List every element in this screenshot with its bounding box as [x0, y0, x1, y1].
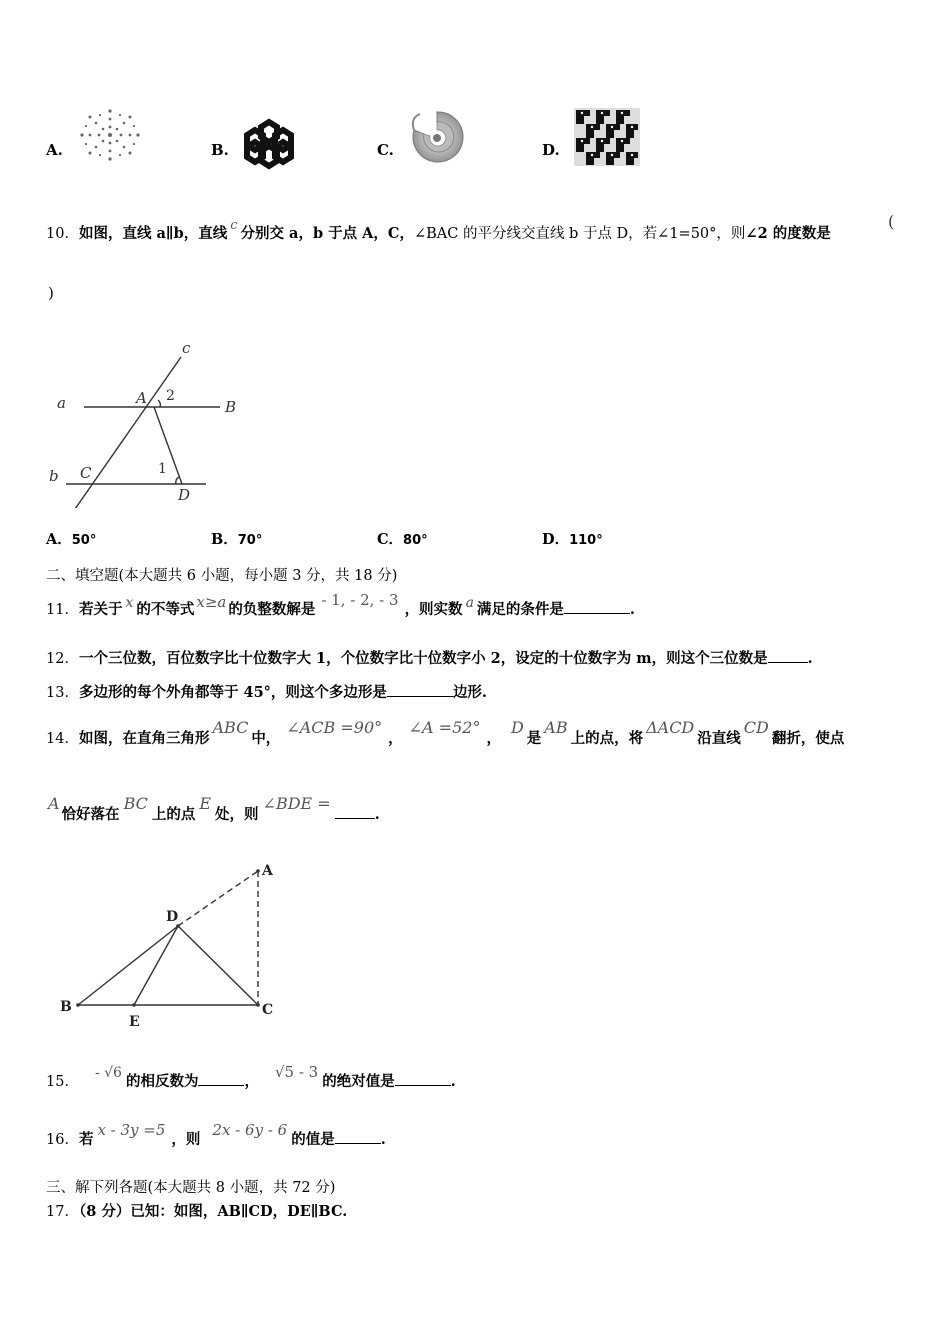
label-A: A	[136, 389, 147, 407]
q15: 15．- √6 的相反数为 ，√5 - 3的绝对值是 .	[46, 1063, 456, 1090]
q13: 13．多边形的每个外角都等于 45°，则这个多边形是 边形.	[46, 684, 487, 701]
q11-answer-blank[interactable]	[564, 599, 630, 614]
label-C: C	[80, 464, 92, 482]
q9-option-c-label: C.	[377, 141, 394, 159]
q14-answer-blank[interactable]	[335, 804, 375, 819]
q13-answer-blank[interactable]	[387, 682, 453, 697]
label-C: C	[262, 1002, 274, 1018]
segment-dc	[178, 926, 258, 1005]
q16-answer-blank[interactable]	[335, 1129, 381, 1144]
label-angle-2: 2	[166, 388, 175, 404]
label-angle-1: 1	[158, 461, 167, 477]
q10-paren-open: (	[888, 212, 895, 231]
segment-da-dashed	[178, 871, 258, 926]
q14-figure	[50, 856, 290, 1032]
label-B: B	[225, 398, 237, 416]
q10-option-d[interactable]: D．110°	[542, 531, 603, 548]
label-b: b	[49, 467, 59, 485]
label-D: D	[178, 486, 191, 504]
q9-option-a-label: A.	[46, 141, 63, 159]
q16: 16．若x - 3y =5，则2x - 6y - 6的值是 .	[46, 1121, 386, 1148]
label-B: B	[60, 999, 72, 1015]
section-3-heading: 三、解下列各题(本大题共 8 小题，共 72 分)	[46, 1180, 336, 1196]
label-D: D	[166, 909, 179, 925]
segment-bd	[78, 926, 178, 1005]
snowflake-dots-icon	[76, 106, 144, 164]
line-c	[75, 357, 181, 508]
tessellation-pattern-icon	[574, 108, 640, 166]
q9-option-b-label: B.	[211, 141, 229, 159]
q11: 11．若关于 x 的不等式 x≥a 的负整数解是- 1, - 2, - 3，则实数 a 满足的条件是 .	[46, 591, 635, 618]
q14-line1: 14．如图，在直角三角形ABC中，∠ACB =90°，∠A =52°，D是AB上的点，将ΔACD沿直线CD翻折，使点	[46, 718, 845, 747]
q15-answer-blank-2[interactable]	[395, 1071, 451, 1086]
segment-de	[134, 926, 178, 1005]
q10-option-c[interactable]: C．80°	[377, 531, 428, 548]
spiral-shell-icon	[408, 108, 466, 166]
q12-answer-blank[interactable]	[768, 648, 808, 663]
q10-option-b[interactable]: B．70°	[211, 531, 263, 548]
label-a: a	[57, 394, 66, 412]
label-E: E	[129, 1014, 140, 1030]
q10-figure	[40, 336, 250, 508]
section-2-heading: 二、填空题(本大题共 6 小题，每小题 3 分，共 18 分)	[46, 568, 398, 584]
q10-stem: 10．如图，直线 a∥b，直线 c 分别交 a，b 于点 A，C，∠BAC 的平分线交直线 b 于点 D，若∠1=50°，则∠2 的度数是	[46, 218, 831, 242]
q15-answer-blank-1[interactable]	[198, 1071, 244, 1086]
hexagon-flower-icon	[238, 116, 300, 172]
q17: 17．（8 分）已知：如图，AB∥CD，DE∥BC.	[46, 1203, 348, 1220]
q9-option-d-label: D.	[542, 141, 560, 159]
label-A: A	[262, 863, 273, 879]
label-c: c	[182, 339, 191, 357]
q10-option-a[interactable]: A．50°	[46, 531, 97, 548]
q10-paren-close: )	[48, 284, 54, 302]
q14-line2: A恰好落在BC上的点E处，则∠BDE =.	[48, 794, 380, 823]
q12: 12．一个三位数，百位数字比十位数字大 1，个位数字比十位数字小 2，设定的十位数字为 m，则这个三位数是 .	[46, 650, 813, 667]
